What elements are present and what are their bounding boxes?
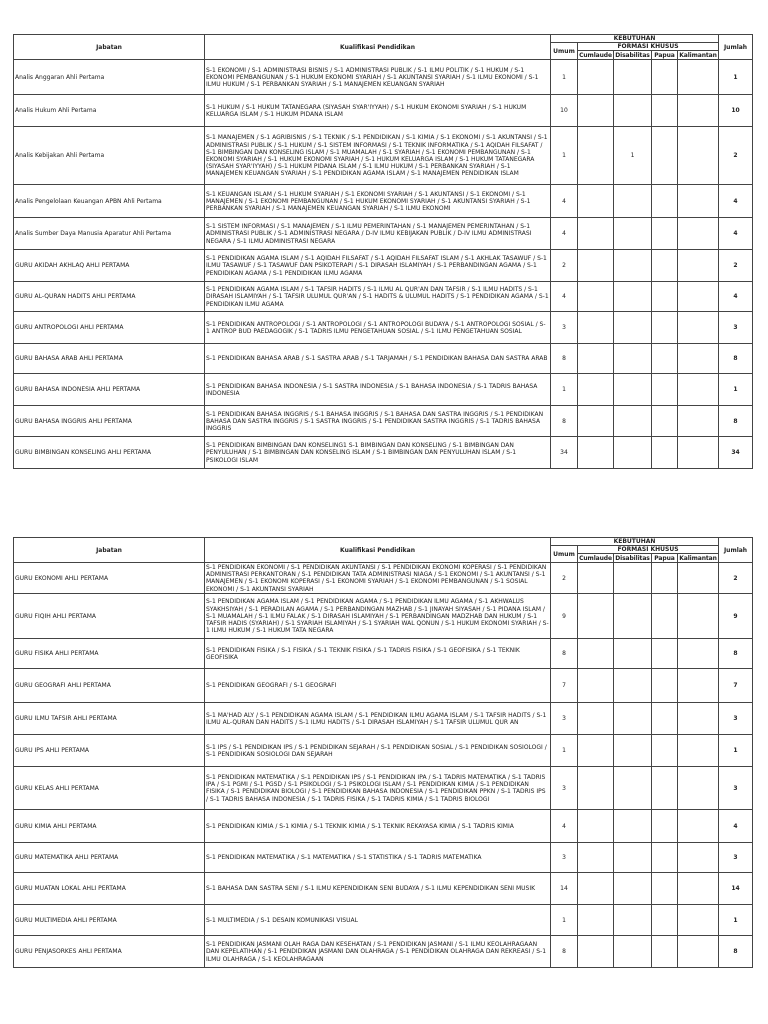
cell-kalimantan bbox=[678, 437, 719, 469]
cell-jumlah: 1 bbox=[719, 60, 753, 95]
cell-kualifikasi: S-1 PENDIDIKAN BIMBINGAN DAN KONSELING1 S-1 BIMBINGAN DAN KONSELING / S-1 BIMBINGAN DAN PENYULUHAN / S-1 BIMBINGAN DAN KONSELING ISLAM / S-1 BIMBINGAN DAN PENYULUHAN ISLAM / S-1 PSIKOLOGI ISLAM bbox=[205, 437, 551, 469]
cell-jabatan: GURU PENJASORKES AHLI PERTAMA bbox=[14, 936, 205, 968]
cell-kualifikasi: S-1 IPS / S-1 PENDIDIKAN IPS / S-1 PENDIDIKAN SEJARAH / S-1 PENDIDIKAN SOSIAL / S-1 PENDIDIKAN SOSIOLOGI / S-1 PENDIDIKAN SOSIOLOGI DAN SEJARAH bbox=[205, 735, 551, 767]
header-disabilitas: Disabilitas bbox=[615, 51, 650, 59]
cell-cumlaude bbox=[578, 60, 614, 95]
cell-disabilitas bbox=[614, 905, 652, 936]
cell-umum: 4 bbox=[551, 810, 578, 843]
cell-kalimantan bbox=[678, 563, 719, 594]
cell-jumlah: 3 bbox=[719, 767, 753, 810]
table-row bbox=[14, 594, 753, 639]
cell-papua bbox=[652, 218, 678, 250]
table-row bbox=[14, 60, 753, 95]
cell-cumlaude bbox=[578, 810, 614, 843]
header-jabatan: Jabatan bbox=[14, 35, 205, 60]
cell-jumlah: 10 bbox=[719, 95, 753, 127]
cell-jabatan: Analis Kebijakan Ahli Pertama bbox=[14, 127, 205, 185]
cell-cumlaude bbox=[578, 843, 614, 873]
cell-kualifikasi: S-1 PENDIDIKAN BAHASA INDONESIA / S-1 SASTRA INDONESIA / S-1 BAHASA INDONESIA / S-1 TADRIS BAHASA INDONESIA bbox=[205, 374, 551, 406]
cell-kalimantan bbox=[678, 639, 719, 669]
cell-cumlaude bbox=[578, 374, 614, 406]
cell-kalimantan bbox=[678, 873, 719, 905]
cell-kalimantan bbox=[678, 282, 719, 312]
cell-cumlaude bbox=[578, 594, 614, 639]
cell-umum: 1 bbox=[551, 60, 578, 95]
cell-kalimantan bbox=[678, 843, 719, 873]
table-row bbox=[14, 563, 753, 594]
cell-jumlah: 3 bbox=[719, 843, 753, 873]
cell-papua bbox=[652, 406, 678, 437]
formasi-table-2 bbox=[13, 537, 753, 968]
cell-jumlah: 8 bbox=[719, 406, 753, 437]
cell-jabatan: GURU FISIKA AHLI PERTAMA bbox=[14, 639, 205, 669]
cell-disabilitas bbox=[614, 767, 652, 810]
cell-cumlaude bbox=[578, 218, 614, 250]
cell-jumlah: 4 bbox=[719, 218, 753, 250]
cell-cumlaude bbox=[578, 250, 614, 282]
cell-kalimantan bbox=[678, 218, 719, 250]
cell-disabilitas bbox=[614, 936, 652, 968]
cell-umum: 8 bbox=[551, 344, 578, 374]
cell-umum: 8 bbox=[551, 936, 578, 968]
cell-kualifikasi: S-1 PENDIDIKAN ANTROPOLOGI / S-1 ANTROPOLOGI / S-1 ANTROPOLOGI BUDAYA / S-1 ANTROPOLOGI SOSIAL / S-1 ANTROP BUD PAEDAGOGIK / S-1 TADRIS ILMU PENGETAHUAN SOSIAL / S-1 ILMU PENGETAHUAN SOSIAL bbox=[205, 312, 551, 344]
cell-disabilitas bbox=[614, 60, 652, 95]
cell-kualifikasi: S-1 PENDIDIKAN MATEMATIKA / S-1 MATEMATIKA / S-1 STATISTIKA / S-1 TADRIS MATEMATIKA bbox=[205, 843, 551, 873]
cell-cumlaude bbox=[578, 437, 614, 469]
cell-kalimantan bbox=[678, 703, 719, 735]
cell-kualifikasi: S-1 PENDIDIKAN GEOGRAFI / S-1 GEOGRAFI bbox=[205, 669, 551, 703]
header-kalimantan: Kalimantan bbox=[679, 554, 717, 562]
cell-kalimantan bbox=[678, 905, 719, 936]
cell-cumlaude bbox=[578, 127, 614, 185]
cell-cumlaude bbox=[578, 639, 614, 669]
cell-disabilitas bbox=[614, 344, 652, 374]
cell-cumlaude bbox=[578, 669, 614, 703]
formasi-table-1 bbox=[13, 34, 753, 469]
table-row bbox=[14, 873, 753, 905]
cell-umum: 4 bbox=[551, 282, 578, 312]
cell-jabatan: GURU BIMBINGAN KONSELING AHLI PERTAMA bbox=[14, 437, 205, 469]
header-jumlah: Jumlah bbox=[719, 35, 753, 60]
cell-jabatan: GURU MATEMATIKA AHLI PERTAMA bbox=[14, 843, 205, 873]
cell-kalimantan bbox=[678, 936, 719, 968]
cell-umum: 3 bbox=[551, 312, 578, 344]
cell-cumlaude bbox=[578, 873, 614, 905]
table-row bbox=[14, 810, 753, 843]
cell-umum: 7 bbox=[551, 669, 578, 703]
cell-umum: 8 bbox=[551, 406, 578, 437]
cell-umum: 9 bbox=[551, 594, 578, 639]
cell-jumlah: 8 bbox=[719, 344, 753, 374]
cell-jumlah: 8 bbox=[719, 936, 753, 968]
table-row bbox=[14, 95, 753, 127]
cell-kualifikasi: S-1 KEUANGAN ISLAM / S-1 HUKUM SYARIAH / S-1 EKONOMI SYARIAH / S-1 AKUNTANSI / S-1 EKONOMI / S-1 MANAJEMEN / S-1 EKONOMI PEMBANGUNAN / S-1 HUKUM EKONOMI SYARIAH / S-1 AKUNTANSI SYARIAH / S-1 PERBANKAN SYARIAH / S-1 MANAJEMEN KEUANGAN SYARIAH / S-1 ILMU EKONOMI bbox=[205, 185, 551, 218]
cell-jabatan: GURU ILMU TAFSIR AHLI PERTAMA bbox=[14, 703, 205, 735]
cell-kualifikasi: S-1 EKONOMI / S-1 ADMINISTRASI BISNIS / S-1 ADMINISTRASI PUBLIK / S-1 ILMU POLITIK / S-1 HUKUM / S-1 EKONOMI PEMBANGUNAN / S-1 HUKUM EKONOMI SYARIAH / S-1 AKUNTANSI SYARIAH / S-1 ILMU EKONOMI / S-1 ILMU HUKUM / S-1 PERBANKAN SYARIAH / S-1 MANAJEMEN KEUANGAN SYARIAH bbox=[205, 60, 551, 95]
header-formasi-khusus: FORMASI KHUSUS bbox=[578, 43, 719, 51]
cell-umum: 1 bbox=[551, 127, 578, 185]
header-papua: Papua bbox=[652, 554, 678, 563]
cell-papua bbox=[652, 250, 678, 282]
cell-umum: 14 bbox=[551, 873, 578, 905]
cell-jumlah: 1 bbox=[719, 905, 753, 936]
cell-jabatan: GURU ANTROPOLOGI AHLI PERTAMA bbox=[14, 312, 205, 344]
cell-jabatan: Analis Hukum Ahli Pertama bbox=[14, 95, 205, 127]
cell-kalimantan bbox=[678, 60, 719, 95]
table-row bbox=[14, 250, 753, 282]
cell-kualifikasi: S-1 MA'HAD ALY / S-1 PENDIDIKAN AGAMA ISLAM / S-1 PENDIDIKAN ILMU AGAMA ISLAM / S-1 TAFSIR HADITS / S-1 ILMU AL-QURAN DAN HADITS / S-1 ILMU HADITS / S-1 DIRASAH ISLAMIYAH / S-1 TAFSIR ULUMUL QUR AN bbox=[205, 703, 551, 735]
header-umum: Umum bbox=[551, 546, 578, 563]
cell-jabatan: GURU AKIDAH AKHLAQ AHLI PERTAMA bbox=[14, 250, 205, 282]
header-papua: Papua bbox=[652, 51, 678, 60]
cell-papua bbox=[652, 312, 678, 344]
table-row bbox=[14, 282, 753, 312]
cell-disabilitas: 1 bbox=[614, 127, 652, 185]
cell-disabilitas bbox=[614, 312, 652, 344]
cell-papua bbox=[652, 936, 678, 968]
table-row bbox=[14, 185, 753, 218]
cell-papua bbox=[652, 282, 678, 312]
cell-jumlah: 2 bbox=[719, 127, 753, 185]
table-row bbox=[14, 374, 753, 406]
cell-jabatan: GURU IPS AHLI PERTAMA bbox=[14, 735, 205, 767]
cell-cumlaude bbox=[578, 767, 614, 810]
header-disabilitas: Disabilitas bbox=[615, 554, 650, 562]
cell-disabilitas bbox=[614, 703, 652, 735]
cell-kualifikasi: S-1 PENDIDIKAN BAHASA ARAB / S-1 SASTRA ARAB / S-1 TARJAMAH / S-1 PENDIDIKAN BAHASA DAN SASTRA ARAB bbox=[205, 344, 551, 374]
cell-jumlah: 2 bbox=[719, 563, 753, 594]
cell-disabilitas bbox=[614, 843, 652, 873]
cell-umum: 3 bbox=[551, 843, 578, 873]
table-row bbox=[14, 703, 753, 735]
cell-kalimantan bbox=[678, 735, 719, 767]
cell-cumlaude bbox=[578, 95, 614, 127]
cell-jumlah: 7 bbox=[719, 669, 753, 703]
cell-jumlah: 3 bbox=[719, 703, 753, 735]
cell-papua bbox=[652, 60, 678, 95]
cell-disabilitas bbox=[614, 735, 652, 767]
cell-kalimantan bbox=[678, 669, 719, 703]
cell-umum: 8 bbox=[551, 639, 578, 669]
cell-umum: 3 bbox=[551, 703, 578, 735]
cell-umum: 3 bbox=[551, 767, 578, 810]
cell-jumlah: 8 bbox=[719, 639, 753, 669]
cell-disabilitas bbox=[614, 873, 652, 905]
cell-cumlaude bbox=[578, 406, 614, 437]
cell-disabilitas bbox=[614, 218, 652, 250]
cell-umum: 34 bbox=[551, 437, 578, 469]
cell-kualifikasi: S-1 PENDIDIKAN BAHASA INGGRIS / S-1 BAHASA INGGRIS / S-1 BAHASA DAN SASTRA INGGRIS / S-1 PENDIDIKAN BAHASA DAN SASTRA INGGRIS / S-1 SASTRA INGGRIS / S-1 PENDIDIKAN SASTRA INGGRIS / S-1 TADRIS BAHASA INGGRIS bbox=[205, 406, 551, 437]
cell-kalimantan bbox=[678, 810, 719, 843]
cell-jabatan: GURU KIMIA AHLI PERTAMA bbox=[14, 810, 205, 843]
cell-cumlaude bbox=[578, 312, 614, 344]
cell-umum: 10 bbox=[551, 95, 578, 127]
cell-kalimantan bbox=[678, 127, 719, 185]
table-row bbox=[14, 936, 753, 968]
cell-kalimantan bbox=[678, 406, 719, 437]
header-formasi-khusus: FORMASI KHUSUS bbox=[578, 546, 719, 554]
cell-jabatan: GURU GEOGRAFI AHLI PERTAMA bbox=[14, 669, 205, 703]
cell-kualifikasi: S-1 PENDIDIKAN MATEMATIKA / S-1 PENDIDIKAN IPS / S-1 PENDIDIKAN IPA / S-1 TADRIS MATEMATIKA / S-1 TADRIS IPA / S-1 PGMI / S-1 PGSD / S-1 PSIKOLOGI / S-1 PSIKOLOGI ISLAM / S-1 PENDIDIKAN KIMIA / S-1 PENDIDIKAN FISIKA / S-1 PENDIDIKAN BIOLOGI / S-1 PENDIDIKAN BAHASA INDONESIA / S-1 PENDIDIKAN PPKN / S-1 TADRIS IPS / S-1 TADRIS BAHASA INDONESIA / S-1 TADRIS FISIKA / S-1 TADRIS KIMIA / S-1 TADRIS BIOLOGI bbox=[205, 767, 551, 810]
cell-papua bbox=[652, 703, 678, 735]
cell-kalimantan bbox=[678, 250, 719, 282]
table-row bbox=[14, 669, 753, 703]
cell-kalimantan bbox=[678, 344, 719, 374]
cell-kalimantan bbox=[678, 374, 719, 406]
cell-disabilitas bbox=[614, 374, 652, 406]
cell-papua bbox=[652, 905, 678, 936]
table-row bbox=[14, 312, 753, 344]
table-row bbox=[14, 127, 753, 185]
cell-papua bbox=[652, 873, 678, 905]
cell-jabatan: Analis Sumber Daya Manusia Aparatur Ahli Pertama bbox=[14, 218, 205, 250]
cell-disabilitas bbox=[614, 95, 652, 127]
header-jumlah: Jumlah bbox=[719, 538, 753, 563]
header-kebutuhan: KEBUTUHAN bbox=[551, 35, 719, 43]
cell-papua bbox=[652, 344, 678, 374]
cell-kalimantan bbox=[678, 95, 719, 127]
cell-jabatan: GURU BAHASA INDONESIA AHLI PERTAMA bbox=[14, 374, 205, 406]
cell-disabilitas bbox=[614, 669, 652, 703]
cell-disabilitas bbox=[614, 810, 652, 843]
header-cumlaude: Cumlaude bbox=[579, 554, 612, 562]
cell-cumlaude bbox=[578, 936, 614, 968]
cell-jumlah: 3 bbox=[719, 312, 753, 344]
table-row bbox=[14, 437, 753, 469]
cell-papua bbox=[652, 735, 678, 767]
cell-kualifikasi: S-1 PENDIDIKAN JASMANI OLAH RAGA DAN KESEHATAN / S-1 PENDIDIKAN JASMANI / S-1 ILMU KEOLAHRAGAAN DAN KEPELATIHAN / S-1 PENDIDIKAN JASMANI DAN OLAHRAGA / S-1 PENDIDIKAN OLAHRAGA DAN REKREASI / S-1 ILMU OLAHRAGA / S-1 KEOLAHRAGAAN bbox=[205, 936, 551, 968]
cell-disabilitas bbox=[614, 250, 652, 282]
table-row bbox=[14, 905, 753, 936]
cell-jumlah: 34 bbox=[719, 437, 753, 469]
cell-kualifikasi: S-1 PENDIDIKAN EKONOMI / S-1 PENDIDIKAN AKUNTANSI / S-1 PENDIDIKAN EKONOMI KOPERASI / S-1 PENDIDIKAN ADMINISTRASI PERKANTORAN / S-1 PENDIDIKAN TATA ADMINISTRASI NIAGA / S-1 EKONOMI / S-1 AKUNTANSI / S-1 MANAJEMEN / S-1 EKONOMI KOPERASI / S-1 EKONOMI SYARIAH / S-1 EKONOMI PEMBANGUNAN / S-1 SOSIAL EKONOMI / S-1 AKUNTANSI SYARIAH bbox=[205, 563, 551, 594]
cell-papua bbox=[652, 810, 678, 843]
cell-jumlah: 9 bbox=[719, 594, 753, 639]
cell-kalimantan bbox=[678, 185, 719, 218]
cell-disabilitas bbox=[614, 282, 652, 312]
header-kualifikasi: Kualifikasi Pendidikan bbox=[205, 35, 551, 60]
cell-disabilitas bbox=[614, 185, 652, 218]
cell-kualifikasi: S-1 MANAJEMEN / S-1 AGRIBISNIS / S-1 TEKNIK / S-1 PENDIDIKAN / S-1 KIMIA / S-1 EKONOMI / S-1 AKUNTANSI / S-1 ADMINISTRASI PUBLIK / S-1 HUKUM / S-1 SISTEM INFORMASI / S-1 TEKNIK INFORMATIKA / S-1 AQIDAH FILSAFAT / S-1 BIMBINGAN DAN KONSELING ISLAM / S-1 MUAMALAH / S-1 SYARIAH / S-1 EKONOMI PEMBANGUNAN / S-1 EKONOMI SYARIAH / S-1 HUKUM EKONOMI SYARIAH / S-1 HUKUM KELUARGA ISLAM / S-1 HUKUM TATANEGARA (SIYASAH SYAR'IYYAH) / S-1 HUKUM PIDANA ISLAM / S-1 ILMU HUKUM / S-1 PERBANKAN SYARIAH / S-1 MANAJEMEN KEUANGAN SYARIAH / S-1 PENDIDIKAN AGAMA ISLAM / S-1 MANAJEMEN PENDIDIKAN ISLAM bbox=[205, 127, 551, 185]
cell-cumlaude bbox=[578, 703, 614, 735]
cell-papua bbox=[652, 594, 678, 639]
cell-disabilitas bbox=[614, 594, 652, 639]
cell-kualifikasi: S-1 PENDIDIKAN KIMIA / S-1 KIMIA / S-1 TEKNIK KIMIA / S-1 TEKNIK REKAYASA KIMIA / S-1 TADRIS KIMIA bbox=[205, 810, 551, 843]
cell-jabatan: GURU BAHASA ARAB AHLI PERTAMA bbox=[14, 344, 205, 374]
table-row bbox=[14, 218, 753, 250]
cell-kualifikasi: S-1 HUKUM / S-1 HUKUM TATANEGARA (SIYASAH SYAR'IYYAH) / S-1 HUKUM EKONOMI SYARIAH / S-1 HUKUM KELUARGA ISLAM / S-1 HUKUM PIDANA ISLAM bbox=[205, 95, 551, 127]
cell-papua bbox=[652, 639, 678, 669]
cell-kualifikasi: S-1 PENDIDIKAN AGAMA ISLAM / S-1 PENDIDIKAN AGAMA / S-1 PENDIDIKAN ILMU AGAMA / S-1 AKHWALUS SYAKHSIYAH / S-1 PERADILAN AGAMA / S-1 PERBANDINGAN MAZHAB / S-1 JINAYAH SIYASAH / S-1 PIDANA ISLAM / S-1 MUAMALAH / S-1 ILMU FALAK / S-1 DIRASAH ISLAMIYAH / S-1 PERBANDINGAN MADZHAB DAN HUKUM / S-1 TAFSIR HADIS (SYARIAH) / S-1 SYARIAH ISLAMIYAH / S-1 SYARIAH WAL QONUN / S-1 HUKUM EKONOMI SYARIAH / S-1 ILMU HUKUM / S-1 HUKUM TATA NEGARA bbox=[205, 594, 551, 639]
cell-disabilitas bbox=[614, 406, 652, 437]
cell-jabatan: GURU FIQIH AHLI PERTAMA bbox=[14, 594, 205, 639]
table-row bbox=[14, 639, 753, 669]
cell-jabatan: GURU KELAS AHLI PERTAMA bbox=[14, 767, 205, 810]
cell-jabatan: Analis Anggaran Ahli Pertama bbox=[14, 60, 205, 95]
cell-papua bbox=[652, 843, 678, 873]
cell-umum: 1 bbox=[551, 374, 578, 406]
cell-kualifikasi: S-1 SISTEM INFORMASI / S-1 MANAJEMEN / S-1 ILMU PEMERINTAHAN / S-1 MANAJEMEN PEMERINTAHAN / S-1 ADMINISTRASI PUBLIK / S-1 ADMINISTRASI NEGARA / D-IV ILMU KEBIJAKAN PUBLIK / D-IV ILMU ADMINISTRASI NEGARA / S-1 ILMU ADMINISTRASI NEGARA bbox=[205, 218, 551, 250]
cell-jabatan: GURU MULTIMEDIA AHLI PERTAMA bbox=[14, 905, 205, 936]
header-jabatan: Jabatan bbox=[14, 538, 205, 563]
header-kualifikasi: Kualifikasi Pendidikan bbox=[205, 538, 551, 563]
cell-kalimantan bbox=[678, 767, 719, 810]
cell-jumlah: 4 bbox=[719, 810, 753, 843]
cell-papua bbox=[652, 563, 678, 594]
cell-cumlaude bbox=[578, 185, 614, 218]
cell-disabilitas bbox=[614, 563, 652, 594]
cell-kualifikasi: S-1 BAHASA DAN SASTRA SENI / S-1 ILMU KEPENDIDIKAN SENI BUDAYA / S-1 ILMU KEPENDIDIKAN SENI MUSIK bbox=[205, 873, 551, 905]
cell-jumlah: 4 bbox=[719, 282, 753, 312]
cell-jumlah: 2 bbox=[719, 250, 753, 282]
cell-umum: 4 bbox=[551, 218, 578, 250]
cell-kualifikasi: S-1 MULTIMEDIA / S-1 DESAIN KOMUNIKASI VISUAL bbox=[205, 905, 551, 936]
cell-jabatan: GURU MUATAN LOKAL AHLI PERTAMA bbox=[14, 873, 205, 905]
cell-jumlah: 4 bbox=[719, 185, 753, 218]
cell-umum: 2 bbox=[551, 250, 578, 282]
cell-umum: 1 bbox=[551, 735, 578, 767]
cell-papua bbox=[652, 767, 678, 810]
cell-jumlah: 14 bbox=[719, 873, 753, 905]
header-kebutuhan: KEBUTUHAN bbox=[551, 538, 719, 546]
cell-papua bbox=[652, 669, 678, 703]
cell-cumlaude bbox=[578, 905, 614, 936]
table-row bbox=[14, 767, 753, 810]
cell-jabatan: GURU EKONOMI AHLI PERTAMA bbox=[14, 563, 205, 594]
cell-papua bbox=[652, 437, 678, 469]
cell-cumlaude bbox=[578, 344, 614, 374]
cell-jabatan: GURU BAHASA INGGRIS AHLI PERTAMA bbox=[14, 406, 205, 437]
cell-papua bbox=[652, 127, 678, 185]
table-row bbox=[14, 344, 753, 374]
cell-cumlaude bbox=[578, 563, 614, 594]
header-cumlaude: Cumlaude bbox=[579, 51, 612, 59]
cell-papua bbox=[652, 185, 678, 218]
cell-umum: 2 bbox=[551, 563, 578, 594]
cell-umum: 1 bbox=[551, 905, 578, 936]
cell-jumlah: 1 bbox=[719, 374, 753, 406]
cell-papua bbox=[652, 95, 678, 127]
cell-jabatan: GURU AL-QURAN HADITS AHLI PERTAMA bbox=[14, 282, 205, 312]
cell-cumlaude bbox=[578, 282, 614, 312]
table-row bbox=[14, 735, 753, 767]
cell-jumlah: 1 bbox=[719, 735, 753, 767]
cell-disabilitas bbox=[614, 639, 652, 669]
table-row bbox=[14, 843, 753, 873]
cell-umum: 4 bbox=[551, 185, 578, 218]
cell-jabatan: Analis Pengelolaan Keuangan APBN Ahli Pertama bbox=[14, 185, 205, 218]
cell-kualifikasi: S-1 PENDIDIKAN AGAMA ISLAM / S-1 TAFSIR HADITS / S-1 ILMU AL QUR'AN DAN TAFSIR / S-1 ILMU HADITS / S-1 DIRASAH ISLAMIYAH / S-1 TAFSIR ULUMUL QUR'AN / S-1 HADITS & ULUMUL HADITS / S-1 PENDIDIKAN AGAMA / S-1 PENDIDIKAN ILMU AGAMA bbox=[205, 282, 551, 312]
cell-kualifikasi: S-1 PENDIDIKAN AGAMA ISLAM / S-1 AQIDAH FILSAFAT / S-1 AQIDAH FILSAFAT ISLAM / S-1 AKHLAK TASAWUF / S-1 ILMU TASAWUF / S-1 TASAWUF DAN PSIKOTERAPI / S-1 DIRASAH ISLAMIYAH / S-1 PERBANDINGAN AGAMA / S-1 PENDIDIKAN AGAMA / S-1 PENDIDIKAN ILMU AGAMA bbox=[205, 250, 551, 282]
cell-kalimantan bbox=[678, 594, 719, 639]
cell-kualifikasi: S-1 PENDIDIKAN FISIKA / S-1 FISIKA / S-1 TEKNIK FISIKA / S-1 TADRIS FISIKA / S-1 GEOFISIKA / S-1 TEKNIK GEOFISIKA bbox=[205, 639, 551, 669]
header-kalimantan: Kalimantan bbox=[679, 51, 717, 59]
cell-cumlaude bbox=[578, 735, 614, 767]
header-umum: Umum bbox=[551, 43, 578, 60]
cell-papua bbox=[652, 374, 678, 406]
cell-disabilitas bbox=[614, 437, 652, 469]
table-row bbox=[14, 406, 753, 437]
cell-kalimantan bbox=[678, 312, 719, 344]
